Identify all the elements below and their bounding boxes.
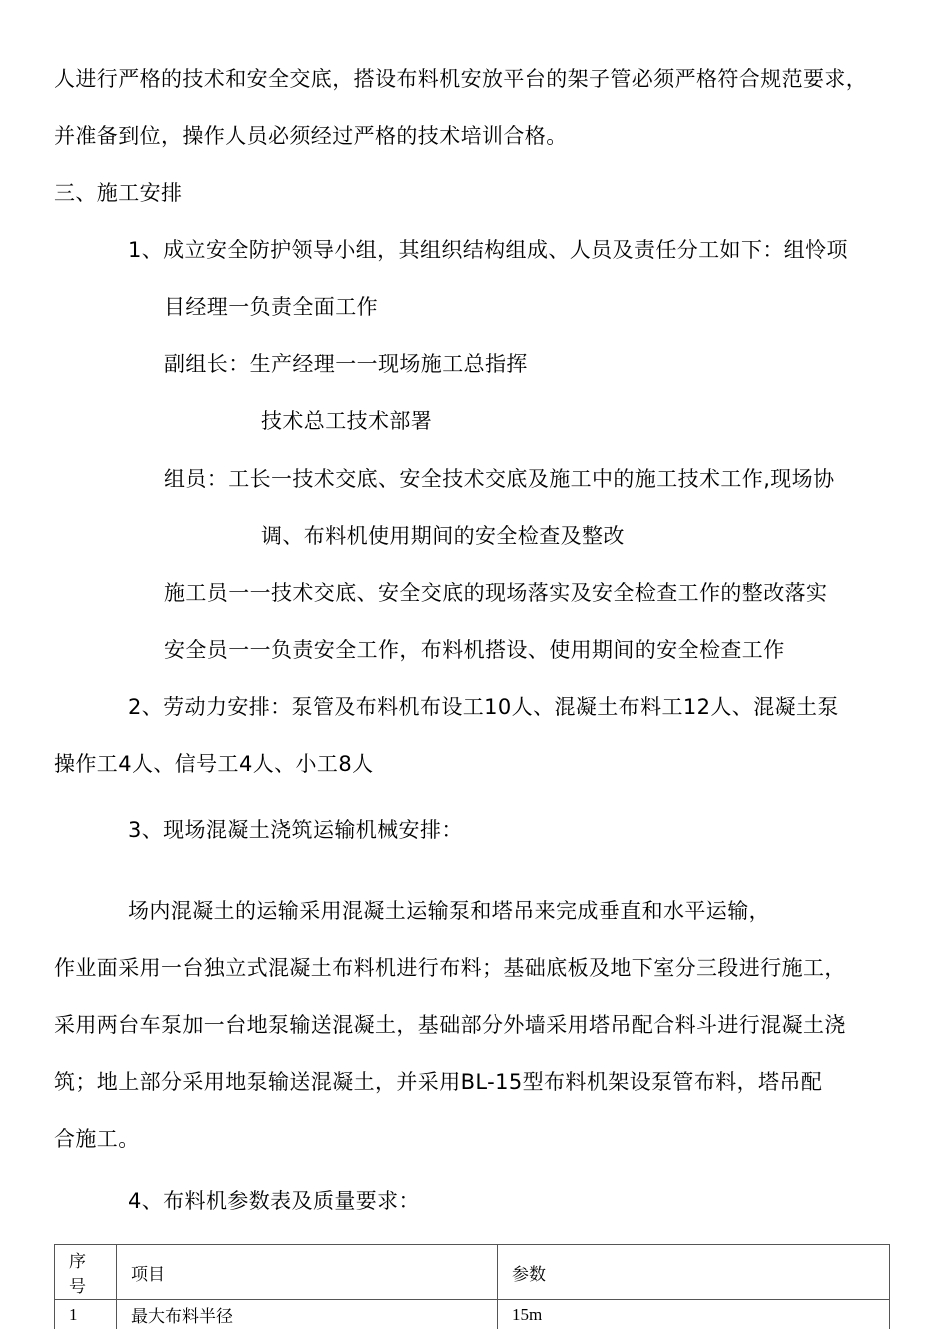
paragraph-line: 3、现场混凝土浇筑运输机械安排：: [128, 818, 463, 842]
paragraph-line: 4、布料机参数表及质量要求：: [128, 1189, 420, 1213]
table-cell: 最大布料半径: [117, 1300, 498, 1330]
table-header-cell: 参数: [498, 1245, 890, 1300]
paragraph-line: 施工员一一技术交底、安全交底的现场落实及安全检查工作的整改落实: [164, 581, 828, 605]
paragraph-line: 作业面采用一台独立式混凝土布料机进行布料；基础底板及地下室分三段进行施工，: [54, 956, 846, 980]
paragraph-line: 采用两台车泵加一台地泵输送混凝土，基础部分外墙采用塔吊配合料斗进行混凝土浇: [54, 1013, 846, 1037]
paragraph-line: 2、劳动力安排：泵管及布料机布设工10人、混凝土布料工12人、混凝土泵: [128, 695, 839, 719]
paragraph-line: 人进行严格的技术和安全交底，搭设布料机安放平台的架子管必须严格符合规范要求，: [54, 67, 868, 91]
paragraph-line: 1、成立安全防护领导小组，其组织结构组成、人员及责任分工如下：组怜项: [128, 238, 848, 262]
paragraph-line: 并准备到位，操作人员必须经过严格的技术培训合格。: [54, 124, 568, 148]
paragraph-line: 组员：工长一技术交底、安全技术交底及施工中的施工技术工作,现场协: [164, 467, 835, 491]
paragraph-line: 场内混凝土的运输采用混凝土运输泵和塔吊来完成垂直和水平运输，: [128, 899, 770, 923]
parameter-table: [54, 1244, 890, 1329]
table-header-row: [55, 1245, 890, 1300]
table-cell: 1: [55, 1300, 117, 1330]
table-cell: 15m: [498, 1300, 890, 1330]
paragraph-line: 调、布料机使用期间的安全检查及整改: [261, 524, 625, 548]
paragraph-line: 目经理一负责全面工作: [164, 295, 378, 319]
paragraph-line: 合施工。: [54, 1127, 140, 1151]
paragraph-line: 筑；地上部分采用地泵输送混凝土，并采用BL-15型布料机架设泵管布料，塔吊配: [54, 1070, 823, 1094]
paragraph-line: 技术总工技术部署: [261, 409, 433, 433]
section-heading: 三、施工安排: [54, 181, 183, 205]
table-header-cell: 序号: [55, 1245, 117, 1300]
table-header-cell: 项目: [117, 1245, 498, 1300]
table-row: [55, 1300, 890, 1330]
paragraph-line: 操作工4人、信号工4人、小工8人: [54, 752, 374, 776]
paragraph-line: 安全员一一负责安全工作，布料机搭设、使用期间的安全检查工作: [164, 638, 785, 662]
paragraph-line: 副组长：生产经理一一现场施工总指挥: [164, 352, 528, 376]
